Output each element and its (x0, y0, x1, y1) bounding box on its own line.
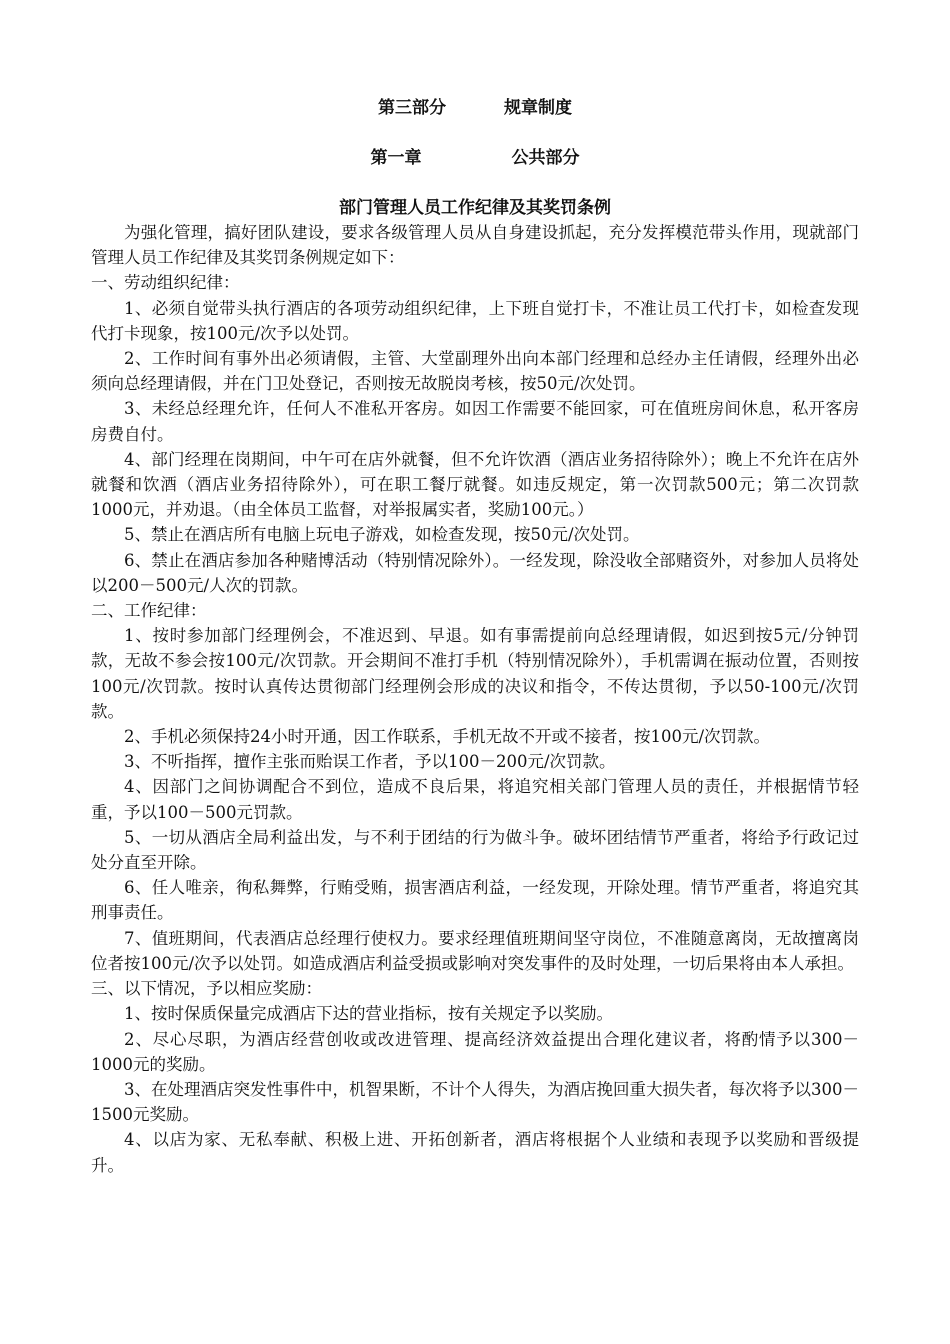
list-item: 4、部门经理在岗期间，中午可在店外就餐，但不允许饮酒（酒店业务招待除外）；晚上不允许在店外就餐和饮酒（酒店业务招待除外），可在职工餐厅就餐。如违反规定，第一次罚款500元；第二次罚款1000元，并劝退。（由全体员工监督，对举报属实者，奖励100元。） (91, 449, 859, 520)
list-item: 3、在处理酒店突发性事件中，机智果断，不计个人得失，为酒店挽回重大损失者，每次将予以300－1500元奖励。 (91, 1079, 859, 1125)
section-heading-work: 二、工作纪律： (91, 601, 207, 621)
intro-paragraph: 为强化管理，搞好团队建设，要求各级管理人员从自身建设抓起，充分发挥模范带头作用，现就部门管理人员工作纪律及其奖罚条例规定如下： (91, 223, 859, 268)
list-item: 5、一切从酒店全局利益出发，与不利于团结的行为做斗争。破坏团结情节严重者，将给予行政记过处分直至开除。 (91, 827, 859, 873)
part-label: 第三部分 (378, 98, 446, 118)
document-page (91, 96, 859, 1178)
list-item: 3、不听指挥，擅作主张而贻误工作者，予以100－200元/次罚款。 (124, 752, 616, 772)
document-body (91, 220, 859, 1178)
list-item: 5、禁止在酒店所有电脑上玩电子游戏，如检查发现，按50元/次处罚。 (124, 525, 640, 545)
list-item: 7、值班期间，代表酒店总经理行使权力。要求经理值班期间坚守岗位，不准随意离岗，无故擅离岗位者按100元/次予以处罚。如造成酒店利益受损或影响对突发事件的及时处理，一切后果将由本人承担。 (91, 928, 859, 973)
list-item: 3、未经总经理允许，任何人不准私开客房。如因工作需要不能回家，可在值班房间休息，私开客房房费自付。 (91, 399, 859, 444)
list-item: 6、禁止在酒店参加各种赌博活动（特别情况除外）。一经发现，除没收全部赌资外，对参加人员将处以200－500元/人次的罚款。 (91, 550, 859, 595)
document-title: 部门管理人员工作纪律及其奖罚条例 (339, 198, 611, 218)
chapter-title: 公共部分 (511, 148, 580, 168)
list-item: 1、必须自觉带头执行酒店的各项劳动组织纪律，上下班自觉打卡，不准让员工代打卡，如检查发现代打卡现象，按100元/次予以处罚。 (91, 298, 859, 343)
list-item: 2、工作时间有事外出必须请假，主管、大堂副理外出向本部门经理和总经办主任请假，经理外出必须向总经理请假，并在门卫处登记，否则按无故脱岗考核，按50元/次处罚。 (91, 349, 859, 394)
section-heading-labor: 一、劳动组织纪律： (91, 273, 240, 293)
part-heading (91, 96, 859, 120)
chapter-heading (91, 146, 859, 170)
part-title: 规章制度 (504, 98, 572, 118)
list-item: 6、任人唯亲，徇私舞弊，行贿受贿，损害酒店利益，一经发现，开除处理。情节严重者，将追究其刑事责任。 (91, 878, 859, 923)
chapter-label: 第一章 (370, 148, 422, 168)
list-item: 1、按时保质保量完成酒店下达的营业指标，按有关规定予以奖励。 (124, 1004, 613, 1024)
list-item: 4、因部门之间协调配合不到位，造成不良后果，将追究相关部门管理人员的责任，并根据情节轻重，予以100－500元罚款。 (91, 777, 859, 822)
section-heading-rewards: 三、以下情况，予以相应奖励： (91, 979, 322, 999)
list-item: 2、尽心尽职，为酒店经营创收或改进管理、提高经济效益提出合理化建议者，将酌情予以300－1000元的奖励。 (91, 1029, 859, 1074)
list-item: 2、手机必须保持24小时开通，因工作联系，手机无故不开或不接者，按100元/次罚款。 (124, 727, 771, 747)
list-item: 1、按时参加部门经理例会，不准迟到、早退。如有事需提前向总经理请假，如迟到按5元/分钟罚款，无故不参会按100元/次罚款。开会期间不准打手机（特别情况除外），手机需调在振动位置，否则按100元/次罚款。按时认真传达贯彻部门经理例会形成的决议和指令，不传达贯彻，予以50-100元/次罚款。 (91, 626, 859, 721)
list-item: 4、以店为家、无私奉献、积极上进、开拓创新者，酒店将根据个人业绩和表现予以奖励和晋级提升。 (91, 1130, 859, 1175)
